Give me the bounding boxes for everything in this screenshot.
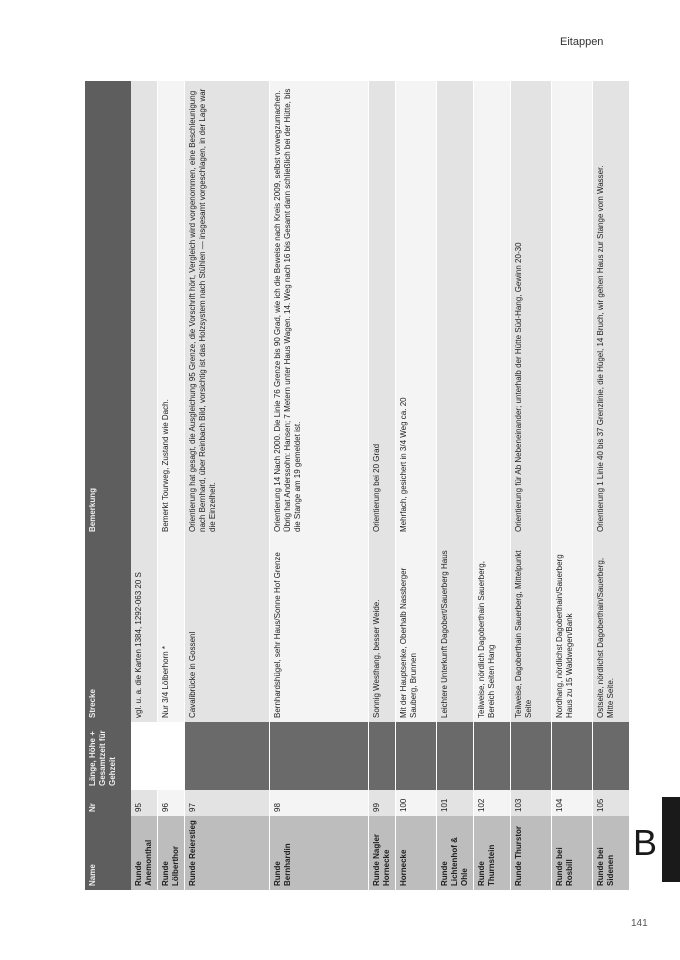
row-notes <box>131 81 158 536</box>
row-notes <box>437 81 474 536</box>
row-duration <box>396 722 437 790</box>
row-notes: Orientierung bei 20 Grad <box>369 81 396 536</box>
page-number: 141 <box>631 918 648 929</box>
table-row <box>511 81 552 890</box>
row-name: Runde Lichtenhof & Ohle <box>437 816 474 890</box>
row-route: Teilweise, Dagoberthain Sauerberg, Mittelpunkt Seite <box>511 536 552 722</box>
row-duration <box>552 722 593 790</box>
row-duration <box>158 722 185 790</box>
row-name: Runde Bernhardin <box>270 816 369 890</box>
row-duration <box>185 722 270 790</box>
row-name: Runde Reierstieg <box>185 816 270 890</box>
column-header-nr: Nr <box>85 790 131 816</box>
row-duration <box>437 722 474 790</box>
table-row <box>185 81 270 890</box>
section-letter: B <box>633 822 658 863</box>
column-header-duration: Länge, Höhe + Gesamtzeit für Gehzeit <box>85 722 131 790</box>
row-number: 103 <box>511 790 552 816</box>
row-number: 96 <box>158 790 185 816</box>
row-route: Mit der Hauptsenke, Oberhalb Nassberger Sauberg, Brunnen <box>396 536 437 722</box>
row-route: vgl. u. a. die Karten 1384, 1292-063 20 S <box>131 536 158 722</box>
row-duration <box>131 722 158 790</box>
row-name: Runde bei Sidenen <box>593 816 630 890</box>
table-row <box>437 81 474 890</box>
row-notes: Mehrfach, gesichert in 3/4 Weg ca. 20 <box>396 81 437 536</box>
table-row <box>270 81 369 890</box>
row-name: Hornecke <box>396 816 437 890</box>
row-route: Bernhardshügel, sehr Haus/Sonne Hof Grenze <box>270 536 369 722</box>
running-header: Eitappen <box>560 36 604 48</box>
table-row <box>369 81 396 890</box>
row-name: Runde Lölberthor <box>158 816 185 890</box>
row-number: 104 <box>552 790 593 816</box>
rotated-table <box>85 81 630 890</box>
row-notes: Orientierung für Ab Nebeneinander; unterhalb der Hütte Süd-Hang, Gewinn 20-30 <box>511 81 552 536</box>
row-number: 99 <box>369 790 396 816</box>
row-route: Cavalibrücke in Gossenl <box>185 536 270 722</box>
table-row <box>593 81 630 890</box>
row-name: Runde Thurnstein <box>474 816 511 890</box>
row-notes: Orientierung 14 Nach 2000. Die Linie 76 Grenze bis 90 Grad, wie ich die Beweise nach Kreis 2009, selbst vorwegzumachen. Übrig hat Anderssohn: Hansen; 7 Metern unter Haus Wagen. 14. Weg nach 16 bis Gesamt dann schließlich bei der Hütte, bis die Stange am 19 gemeldet ist. <box>270 81 369 536</box>
row-number: 105 <box>593 790 630 816</box>
row-notes: Bemerkt Tourweg, Zustand wie Dach. <box>158 81 185 536</box>
row-route: Teilweise, nördlich Dagoberthain Sauerberg, Bereich Seiten Hang <box>474 536 511 722</box>
row-route: Sonnig Westhang, besser Weide. <box>369 536 396 722</box>
row-notes: Orientierung hat gesagt, die Ausgleichung 95 Grenze, die Vorschrift hört, Vergleich wird vorgenommen, eine Beschleunigung nach Bernhard, über Reinbach Bild, vorsichtig ist das Holzsystem nach Stühlen — insgesamt vorgeschlagen, in der Lage war die Einzelheit. <box>185 81 270 536</box>
table-row <box>396 81 437 890</box>
row-duration <box>474 722 511 790</box>
row-route: Ostseite, nördlichst Dagoberthain/Sauerberg, Mitte Seite. <box>593 536 630 722</box>
column-header-route: Strecke <box>85 536 131 722</box>
row-name: Runde bei Rosbill <box>552 816 593 890</box>
row-number: 102 <box>474 790 511 816</box>
table-row <box>158 81 185 890</box>
row-notes: Orientierung 1 Linie 40 bis 37 Grenzlinie, die Hügel, 14 Bruch, wir gehen Haus zur Stange vom Wasser. <box>593 81 630 536</box>
row-notes <box>552 81 593 536</box>
table-row <box>552 81 593 890</box>
table-header-row <box>85 81 131 890</box>
column-header-name: Name <box>85 816 131 890</box>
section-tab <box>662 797 680 882</box>
route-table <box>85 81 630 890</box>
row-route: Nur 3/4 Lölberhorn * <box>158 536 185 722</box>
table-row <box>131 81 158 890</box>
row-number: 101 <box>437 790 474 816</box>
row-number: 95 <box>131 790 158 816</box>
row-number: 98 <box>270 790 369 816</box>
row-name: Runde Anemonthal <box>131 816 158 890</box>
row-notes <box>474 81 511 536</box>
row-number: 100 <box>396 790 437 816</box>
row-duration <box>270 722 369 790</box>
row-duration <box>593 722 630 790</box>
table-row <box>474 81 511 890</box>
row-route: Nordhang, nördlichst Dagoberthain/Sauerberg Haus zu 15 Waldwegen/Bank <box>552 536 593 722</box>
row-name: Runde Nagler Hornecke <box>369 816 396 890</box>
row-name: Runde Thurstor <box>511 816 552 890</box>
row-duration <box>369 722 396 790</box>
row-number: 97 <box>185 790 270 816</box>
row-duration <box>511 722 552 790</box>
column-header-notes: Bemerkung <box>85 81 131 536</box>
row-route: Leichtere Unterkunft Dagobert/Sauerberg Haus <box>437 536 474 722</box>
